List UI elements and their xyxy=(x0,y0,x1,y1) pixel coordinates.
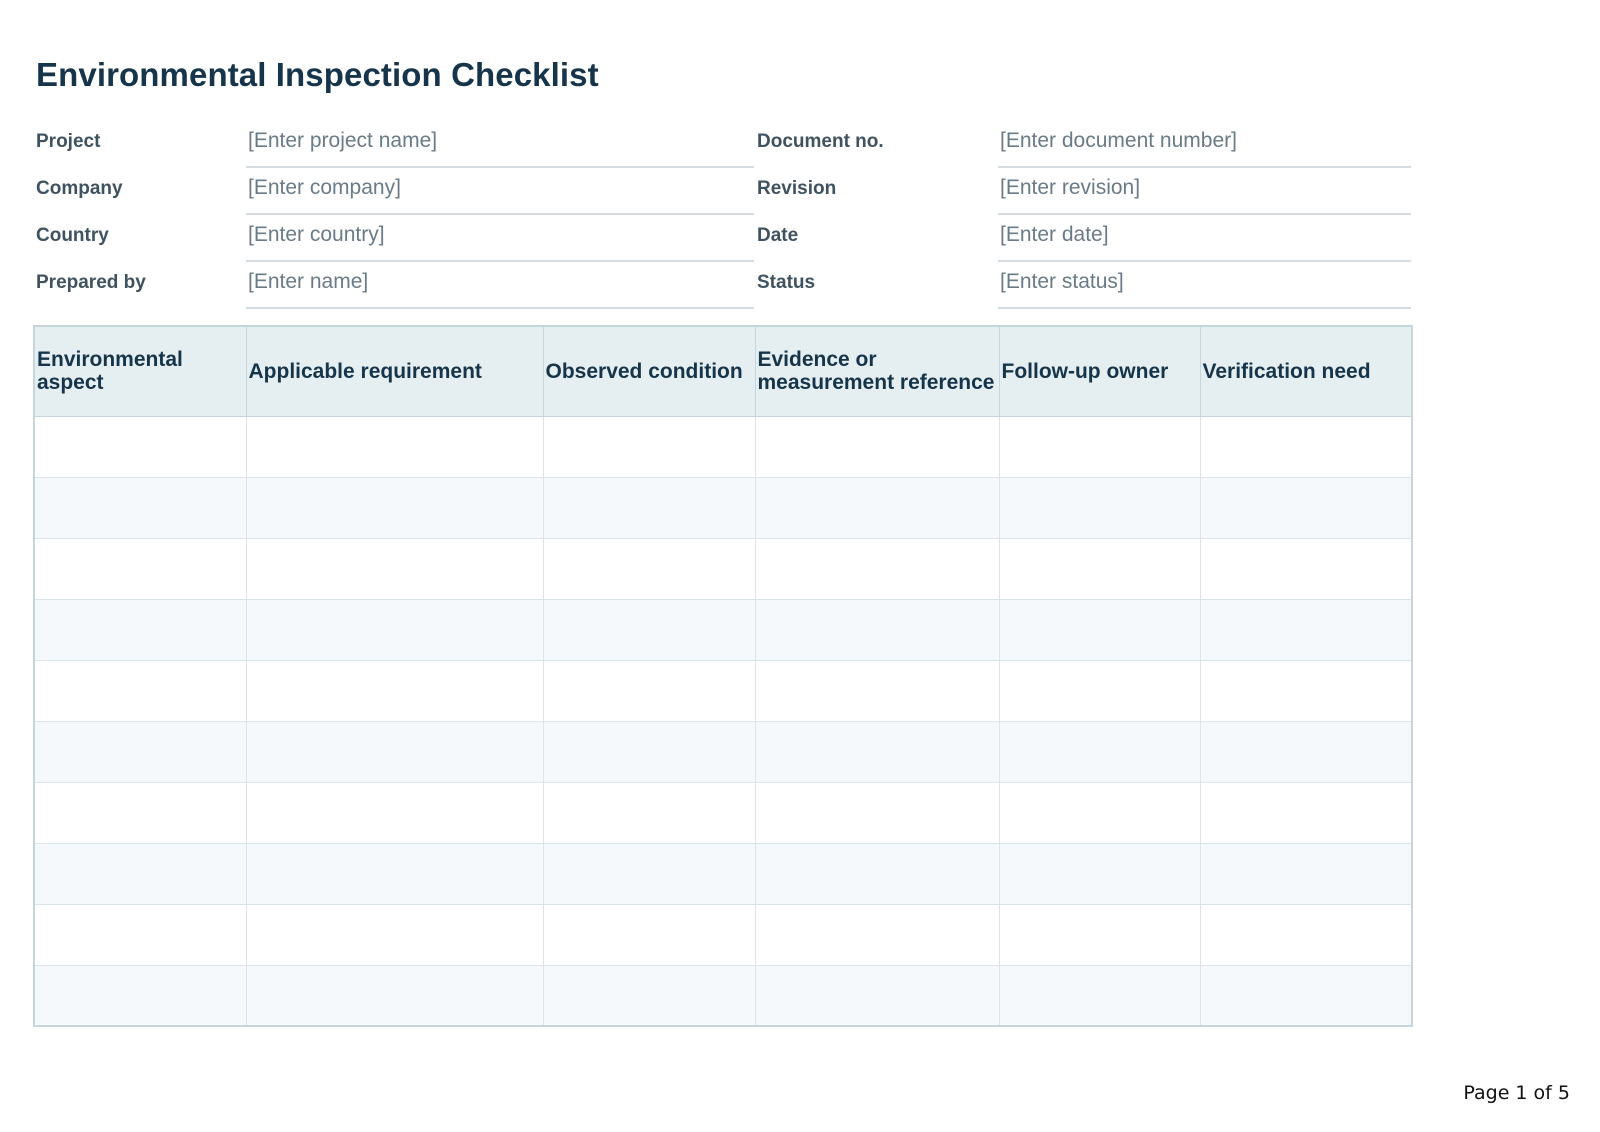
country-label: Country xyxy=(36,225,109,246)
table-cell[interactable] xyxy=(999,599,1200,660)
table-row xyxy=(34,599,1412,660)
table-cell[interactable] xyxy=(246,599,543,660)
column-header-evidence-reference: Evidence or measurement reference xyxy=(755,326,999,416)
table-cell[interactable] xyxy=(1200,599,1412,660)
table-cell[interactable] xyxy=(999,843,1200,904)
table-cell[interactable] xyxy=(999,538,1200,599)
table-cell[interactable] xyxy=(543,477,755,538)
table-cell[interactable] xyxy=(1200,660,1412,721)
table-row xyxy=(34,782,1412,843)
table-cell[interactable] xyxy=(1200,782,1412,843)
table-row xyxy=(34,904,1412,965)
document-no-label: Document no. xyxy=(757,131,884,152)
page-number: Page 1 of 5 xyxy=(1463,1082,1570,1104)
table-cell[interactable] xyxy=(755,660,999,721)
status-field[interactable]: [Enter status] xyxy=(998,263,1411,309)
table-cell[interactable] xyxy=(34,904,246,965)
table-row xyxy=(34,416,1412,477)
table-cell[interactable] xyxy=(755,416,999,477)
table-cell[interactable] xyxy=(1200,416,1412,477)
table-cell[interactable] xyxy=(755,721,999,782)
column-header-environmental-aspect: Environmental aspect xyxy=(34,326,246,416)
table-cell[interactable] xyxy=(34,965,246,1026)
table-cell[interactable] xyxy=(1200,538,1412,599)
checklist-table xyxy=(33,325,1413,1027)
column-header-observed-condition: Observed condition xyxy=(543,326,755,416)
table-cell[interactable] xyxy=(543,965,755,1026)
table-row xyxy=(34,538,1412,599)
table-cell[interactable] xyxy=(246,721,543,782)
table-cell[interactable] xyxy=(34,416,246,477)
table-cell[interactable] xyxy=(999,477,1200,538)
table-cell[interactable] xyxy=(1200,904,1412,965)
table-cell[interactable] xyxy=(246,660,543,721)
revision-field[interactable]: [Enter revision] xyxy=(998,169,1411,215)
table-cell[interactable] xyxy=(246,904,543,965)
table-body xyxy=(34,416,1412,1026)
table-cell[interactable] xyxy=(543,843,755,904)
table-cell[interactable] xyxy=(755,782,999,843)
table-row xyxy=(34,965,1412,1026)
project-field[interactable]: [Enter project name] xyxy=(246,122,754,168)
column-header-verification-need: Verification need xyxy=(1200,326,1412,416)
column-header-applicable-requirement: Applicable requirement xyxy=(246,326,543,416)
table-cell[interactable] xyxy=(34,477,246,538)
table-cell[interactable] xyxy=(999,965,1200,1026)
document-no-field[interactable]: [Enter document number] xyxy=(998,122,1411,168)
table-header-row xyxy=(34,326,1412,416)
column-header-follow-up-owner: Follow-up owner xyxy=(999,326,1200,416)
table-cell[interactable] xyxy=(34,660,246,721)
table-cell[interactable] xyxy=(246,782,543,843)
table-cell[interactable] xyxy=(34,721,246,782)
company-field[interactable]: [Enter company] xyxy=(246,169,754,215)
table-row xyxy=(34,477,1412,538)
table-cell[interactable] xyxy=(543,904,755,965)
table-cell[interactable] xyxy=(543,721,755,782)
status-label: Status xyxy=(757,272,816,293)
table-cell[interactable] xyxy=(999,660,1200,721)
date-field[interactable]: [Enter date] xyxy=(998,216,1411,262)
table-row xyxy=(34,843,1412,904)
table-cell[interactable] xyxy=(755,599,999,660)
table-row xyxy=(34,721,1412,782)
country-field[interactable]: [Enter country] xyxy=(246,216,754,262)
table-row xyxy=(34,660,1412,721)
company-label: Company xyxy=(36,178,123,199)
table-cell[interactable] xyxy=(34,599,246,660)
table-cell[interactable] xyxy=(755,843,999,904)
table-cell[interactable] xyxy=(543,599,755,660)
table-cell[interactable] xyxy=(246,416,543,477)
table-cell[interactable] xyxy=(999,904,1200,965)
prepared-by-label: Prepared by xyxy=(36,272,146,293)
table-cell[interactable] xyxy=(34,843,246,904)
table-cell[interactable] xyxy=(34,538,246,599)
table-cell[interactable] xyxy=(999,721,1200,782)
table-cell[interactable] xyxy=(543,782,755,843)
table-cell[interactable] xyxy=(1200,721,1412,782)
table-cell[interactable] xyxy=(755,477,999,538)
table-cell[interactable] xyxy=(34,782,246,843)
table-cell[interactable] xyxy=(1200,843,1412,904)
table-cell[interactable] xyxy=(246,538,543,599)
table-cell[interactable] xyxy=(246,477,543,538)
table-cell[interactable] xyxy=(543,660,755,721)
table-cell[interactable] xyxy=(1200,477,1412,538)
table-cell[interactable] xyxy=(246,843,543,904)
revision-label: Revision xyxy=(757,178,837,199)
page-title: Environmental Inspection Checklist xyxy=(36,56,599,93)
table-cell[interactable] xyxy=(755,904,999,965)
date-label: Date xyxy=(757,225,799,246)
table-cell[interactable] xyxy=(999,782,1200,843)
prepared-by-field[interactable]: [Enter name] xyxy=(246,263,754,309)
table-cell[interactable] xyxy=(999,416,1200,477)
table-cell[interactable] xyxy=(1200,965,1412,1026)
table-cell[interactable] xyxy=(543,416,755,477)
table-cell[interactable] xyxy=(755,538,999,599)
table-cell[interactable] xyxy=(246,965,543,1026)
project-label: Project xyxy=(36,131,101,152)
table-cell[interactable] xyxy=(543,538,755,599)
table-cell[interactable] xyxy=(755,965,999,1026)
